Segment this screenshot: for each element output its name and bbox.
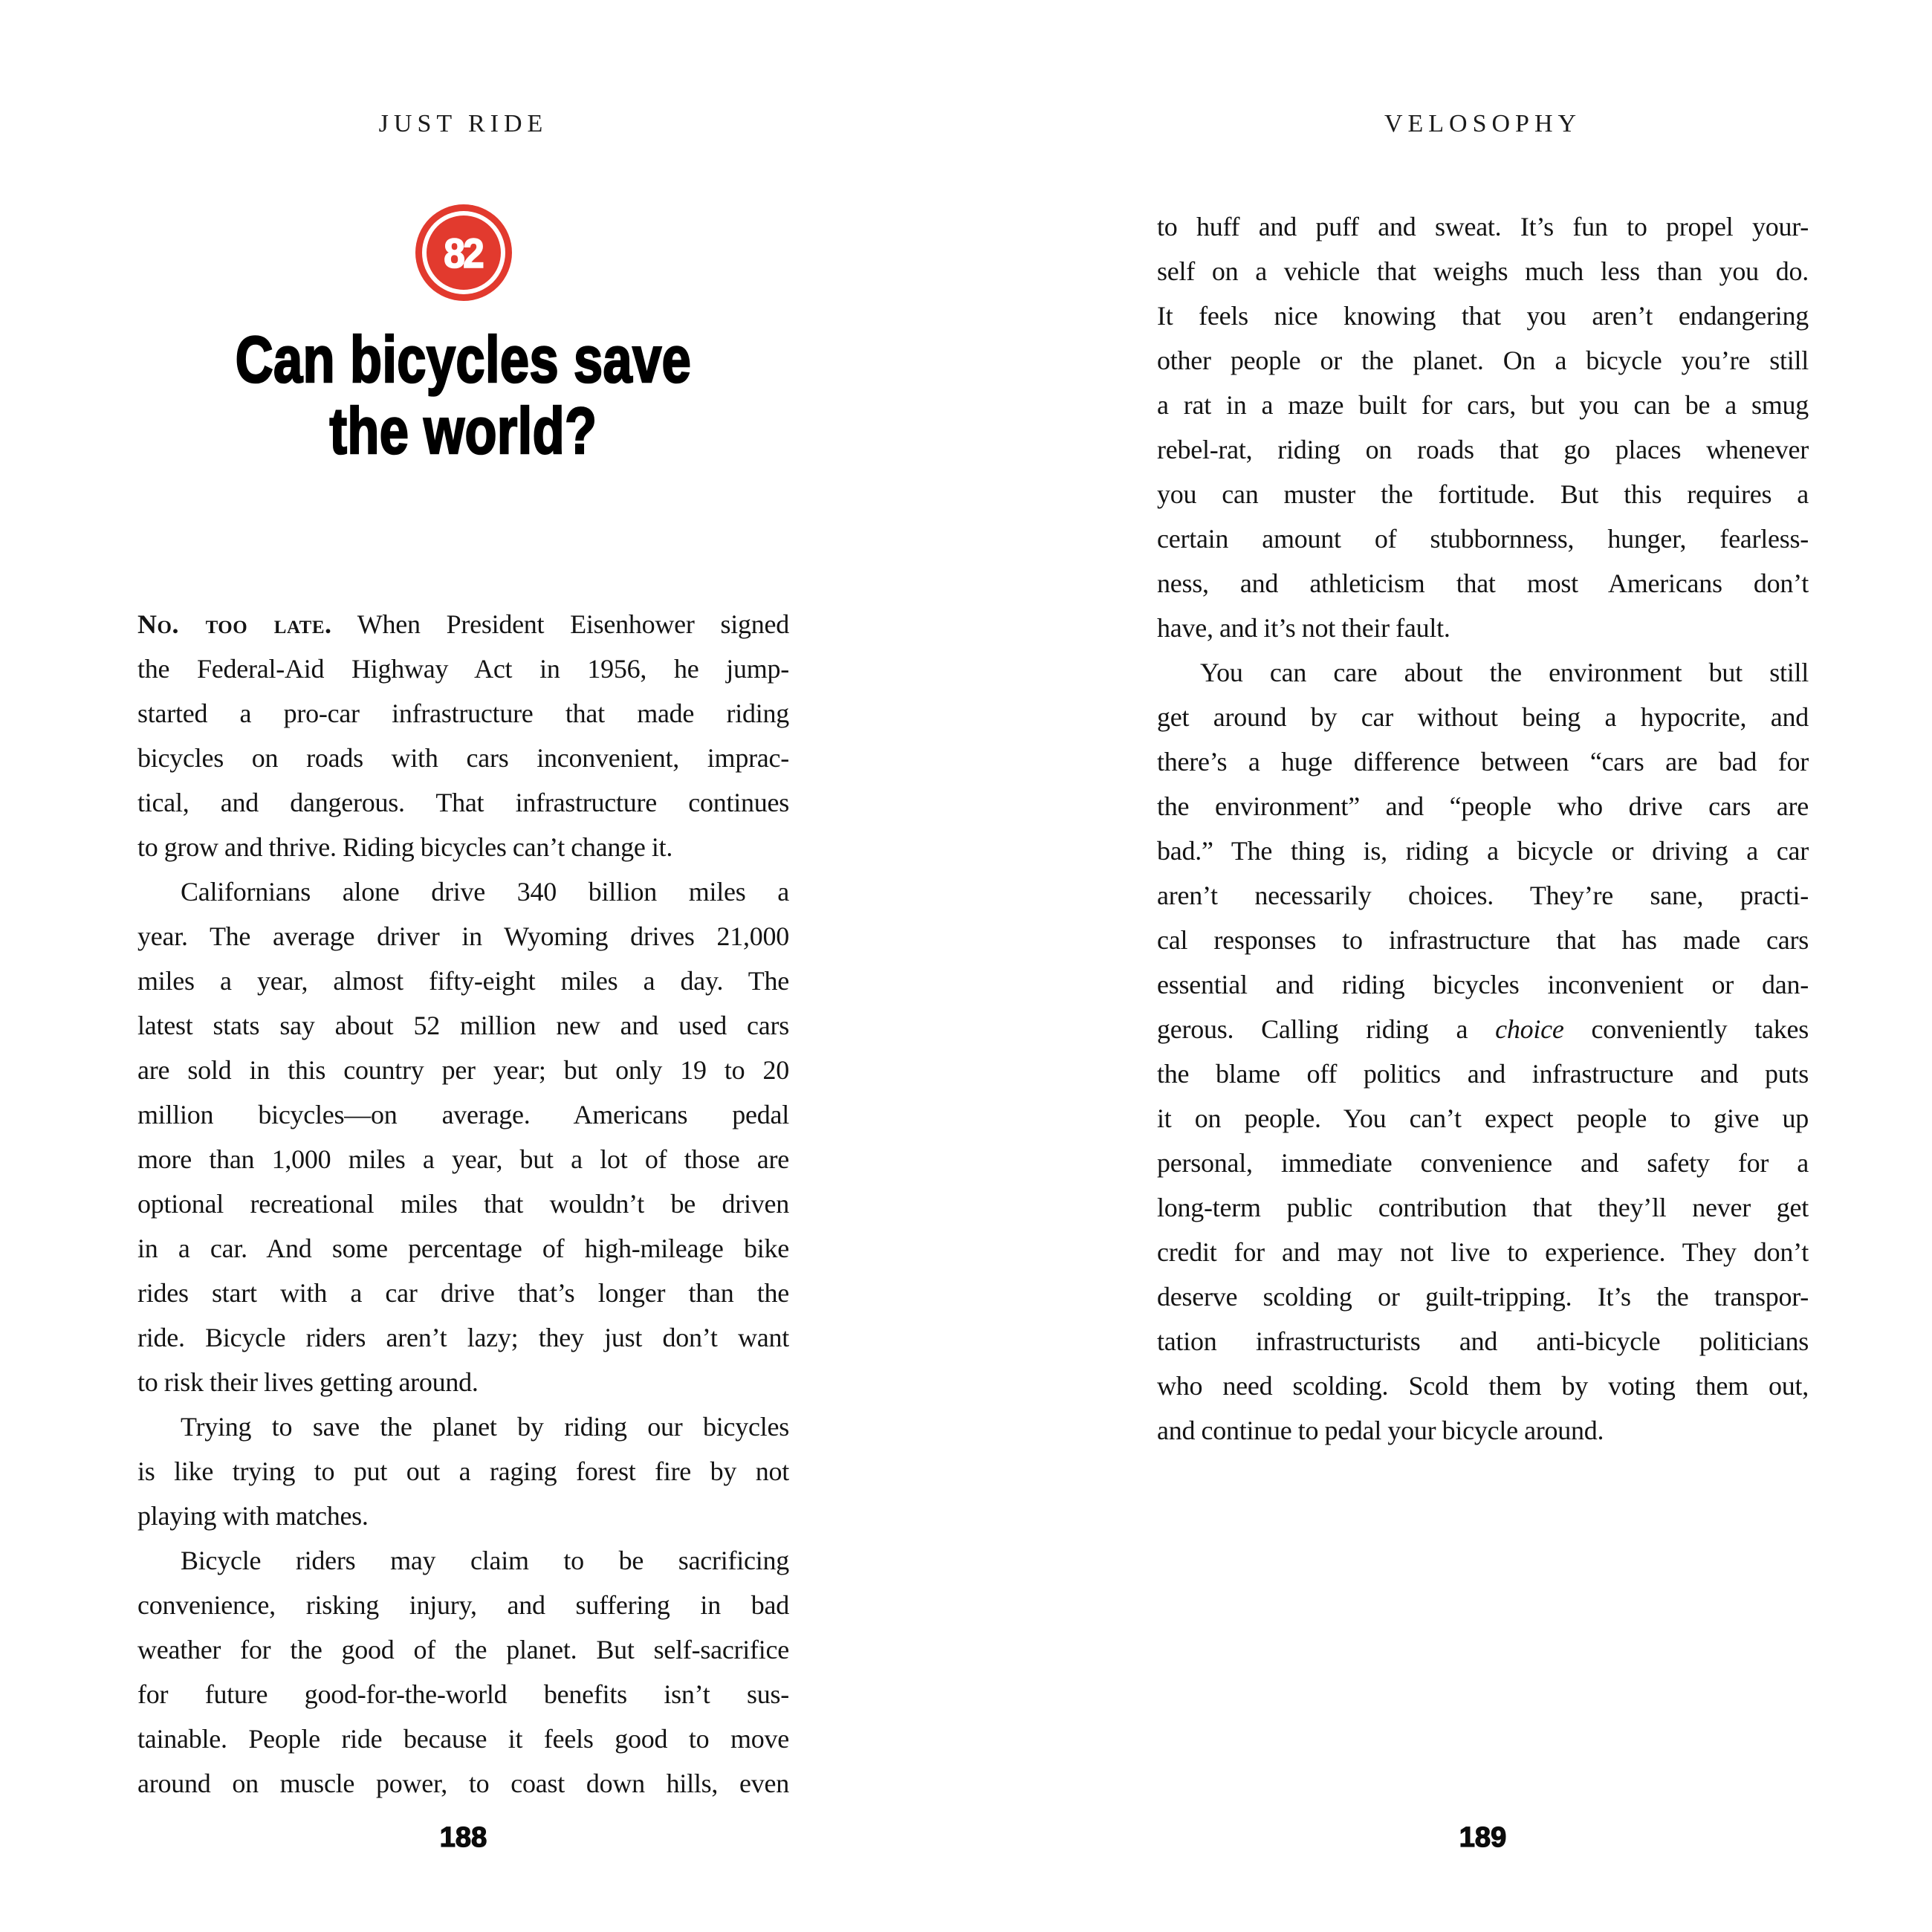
text-line: You can care about the environment but still bbox=[1200, 658, 1809, 687]
chapter-number: 82 bbox=[444, 229, 483, 276]
text-line: bad.” The thing is, riding a bicycle or driving a car bbox=[1157, 836, 1809, 866]
text-line: is like trying to put out a raging forest fire by not bbox=[137, 1456, 789, 1486]
text-line: rides start with a car drive that’s longer than the bbox=[137, 1278, 789, 1308]
text-line: million bicycles—on average. Americans pedal bbox=[137, 1100, 789, 1129]
text-line: ness, and athleticism that most Americans don’t bbox=[1157, 568, 1809, 598]
text-line: Californians alone drive 340 billion miles a bbox=[181, 877, 789, 907]
text-line: a rat in a maze built for cars, but you can be a smug bbox=[1157, 390, 1809, 420]
text-line: tainable. People ride because it feels good to move bbox=[137, 1724, 789, 1754]
paragraph bbox=[1157, 650, 1809, 1453]
text-line: are sold in this country per year; but only 19 to 20 bbox=[137, 1055, 789, 1085]
text-line: It feels nice knowing that you aren’t endangering bbox=[1157, 301, 1809, 331]
text-line: weather for the good of the planet. But self-sacrifice bbox=[137, 1635, 789, 1664]
paragraph bbox=[137, 602, 789, 869]
text-line: gerous. Calling riding a choice conveniently takes bbox=[1157, 1014, 1809, 1044]
paragraph bbox=[1157, 204, 1809, 650]
text-line: it on people. You can’t expect people to give up bbox=[1157, 1103, 1809, 1133]
paragraph bbox=[137, 1538, 789, 1806]
text-line: the blame off politics and infrastructure and puts bbox=[1157, 1059, 1809, 1089]
text-line: bicycles on roads with cars inconvenient, imprac- bbox=[137, 743, 789, 773]
text-line: there’s a huge difference between “cars are bad for bbox=[1157, 747, 1809, 777]
text-line: to huff and puff and sweat. It’s fun to propel your- bbox=[1157, 212, 1809, 242]
text-line: around on muscle power, to coast down hills, even bbox=[137, 1769, 789, 1798]
text-line: to risk their lives getting around. bbox=[137, 1367, 479, 1397]
text-line: self on a vehicle that weighs much less than you do. bbox=[1157, 256, 1809, 286]
page-number-right: 189 bbox=[1459, 1822, 1507, 1853]
text-line: started a pro-car infrastructure that made riding bbox=[137, 698, 789, 728]
text-line: for future good-for-the-world benefits isn’t sus- bbox=[137, 1679, 789, 1709]
chapter-title bbox=[203, 324, 724, 467]
body-text-right bbox=[1157, 204, 1809, 1453]
text-line: the Federal-Aid Highway Act in 1956, he jump- bbox=[137, 654, 789, 684]
text-line: tical, and dangerous. That infrastructure continues bbox=[137, 788, 789, 817]
text-line: credit for and may not live to experience. They don’t bbox=[1157, 1237, 1809, 1267]
text-line: Trying to save the planet by riding our bicycles bbox=[181, 1412, 789, 1442]
text-line: and continue to pedal your bicycle around. bbox=[1157, 1416, 1604, 1445]
text-line: more than 1,000 miles a year, but a lot of those are bbox=[137, 1144, 789, 1174]
text-line: deserve scolding or guilt-tripping. It’s the transpor- bbox=[1157, 1282, 1809, 1312]
text-line: tation infrastructurists and anti-bicycle politicians bbox=[1157, 1326, 1809, 1356]
page-left bbox=[137, 0, 789, 1932]
text-line: who need scolding. Scold them by voting them out, bbox=[1157, 1371, 1809, 1401]
text-line: year. The average driver in Wyoming drives 21,000 bbox=[137, 921, 789, 951]
text-line: essential and riding bicycles inconvenient or dan- bbox=[1157, 970, 1809, 999]
text-line: you can muster the fortitude. But this requires a bbox=[1157, 479, 1809, 509]
text-line: ride. Bicycle riders aren’t lazy; they just don’t want bbox=[137, 1323, 789, 1352]
text-line: certain amount of stubbornness, hunger, fearless- bbox=[1157, 524, 1809, 554]
text-line: get around by car without being a hypocrite, and bbox=[1157, 702, 1809, 732]
running-header-right: VELOSOPHY bbox=[1384, 110, 1582, 137]
text-line: long-term public contribution that they’ll never get bbox=[1157, 1193, 1809, 1222]
text-line: rebel-rat, riding on roads that go places whenever bbox=[1157, 435, 1809, 464]
text-line: cal responses to infrastructure that has made cars bbox=[1157, 925, 1809, 955]
chapter-title-line-2: the world? bbox=[329, 394, 597, 467]
text-line: No. too late. When President Eisenhower signed bbox=[137, 609, 789, 639]
chapter-badge bbox=[427, 215, 501, 290]
page-right bbox=[1157, 0, 1809, 1932]
text-line: in a car. And some percentage of high-mileage bike bbox=[137, 1234, 789, 1263]
page-number-left: 188 bbox=[439, 1822, 487, 1853]
text-line: have, and it’s not their fault. bbox=[1157, 613, 1450, 643]
text-line: convenience, risking injury, and suffering in bad bbox=[137, 1590, 789, 1620]
text-line: Bicycle riders may claim to be sacrificing bbox=[181, 1546, 789, 1575]
text-line: personal, immediate convenience and safety for a bbox=[1157, 1148, 1809, 1178]
paragraph bbox=[137, 1404, 789, 1538]
text-line: optional recreational miles that wouldn’t be driven bbox=[137, 1189, 789, 1219]
body-text-left bbox=[137, 602, 789, 1806]
paragraph bbox=[137, 869, 789, 1404]
text-line: miles a year, almost fifty-eight miles a day. The bbox=[137, 966, 789, 996]
text-line: the environment” and “people who drive cars are bbox=[1157, 791, 1809, 821]
text-line: to grow and thrive. Riding bicycles can’t change it. bbox=[137, 832, 673, 862]
text-line: aren’t necessarily choices. They’re sane, practi- bbox=[1157, 881, 1809, 910]
text-line: latest stats say about 52 million new and used cars bbox=[137, 1011, 789, 1040]
running-header-left: JUST RIDE bbox=[378, 110, 548, 137]
text-line: playing with matches. bbox=[137, 1501, 369, 1531]
chapter-title-line-1: Can bicycles save bbox=[235, 322, 692, 396]
text-line: other people or the planet. On a bicycle you’re still bbox=[1157, 346, 1809, 375]
